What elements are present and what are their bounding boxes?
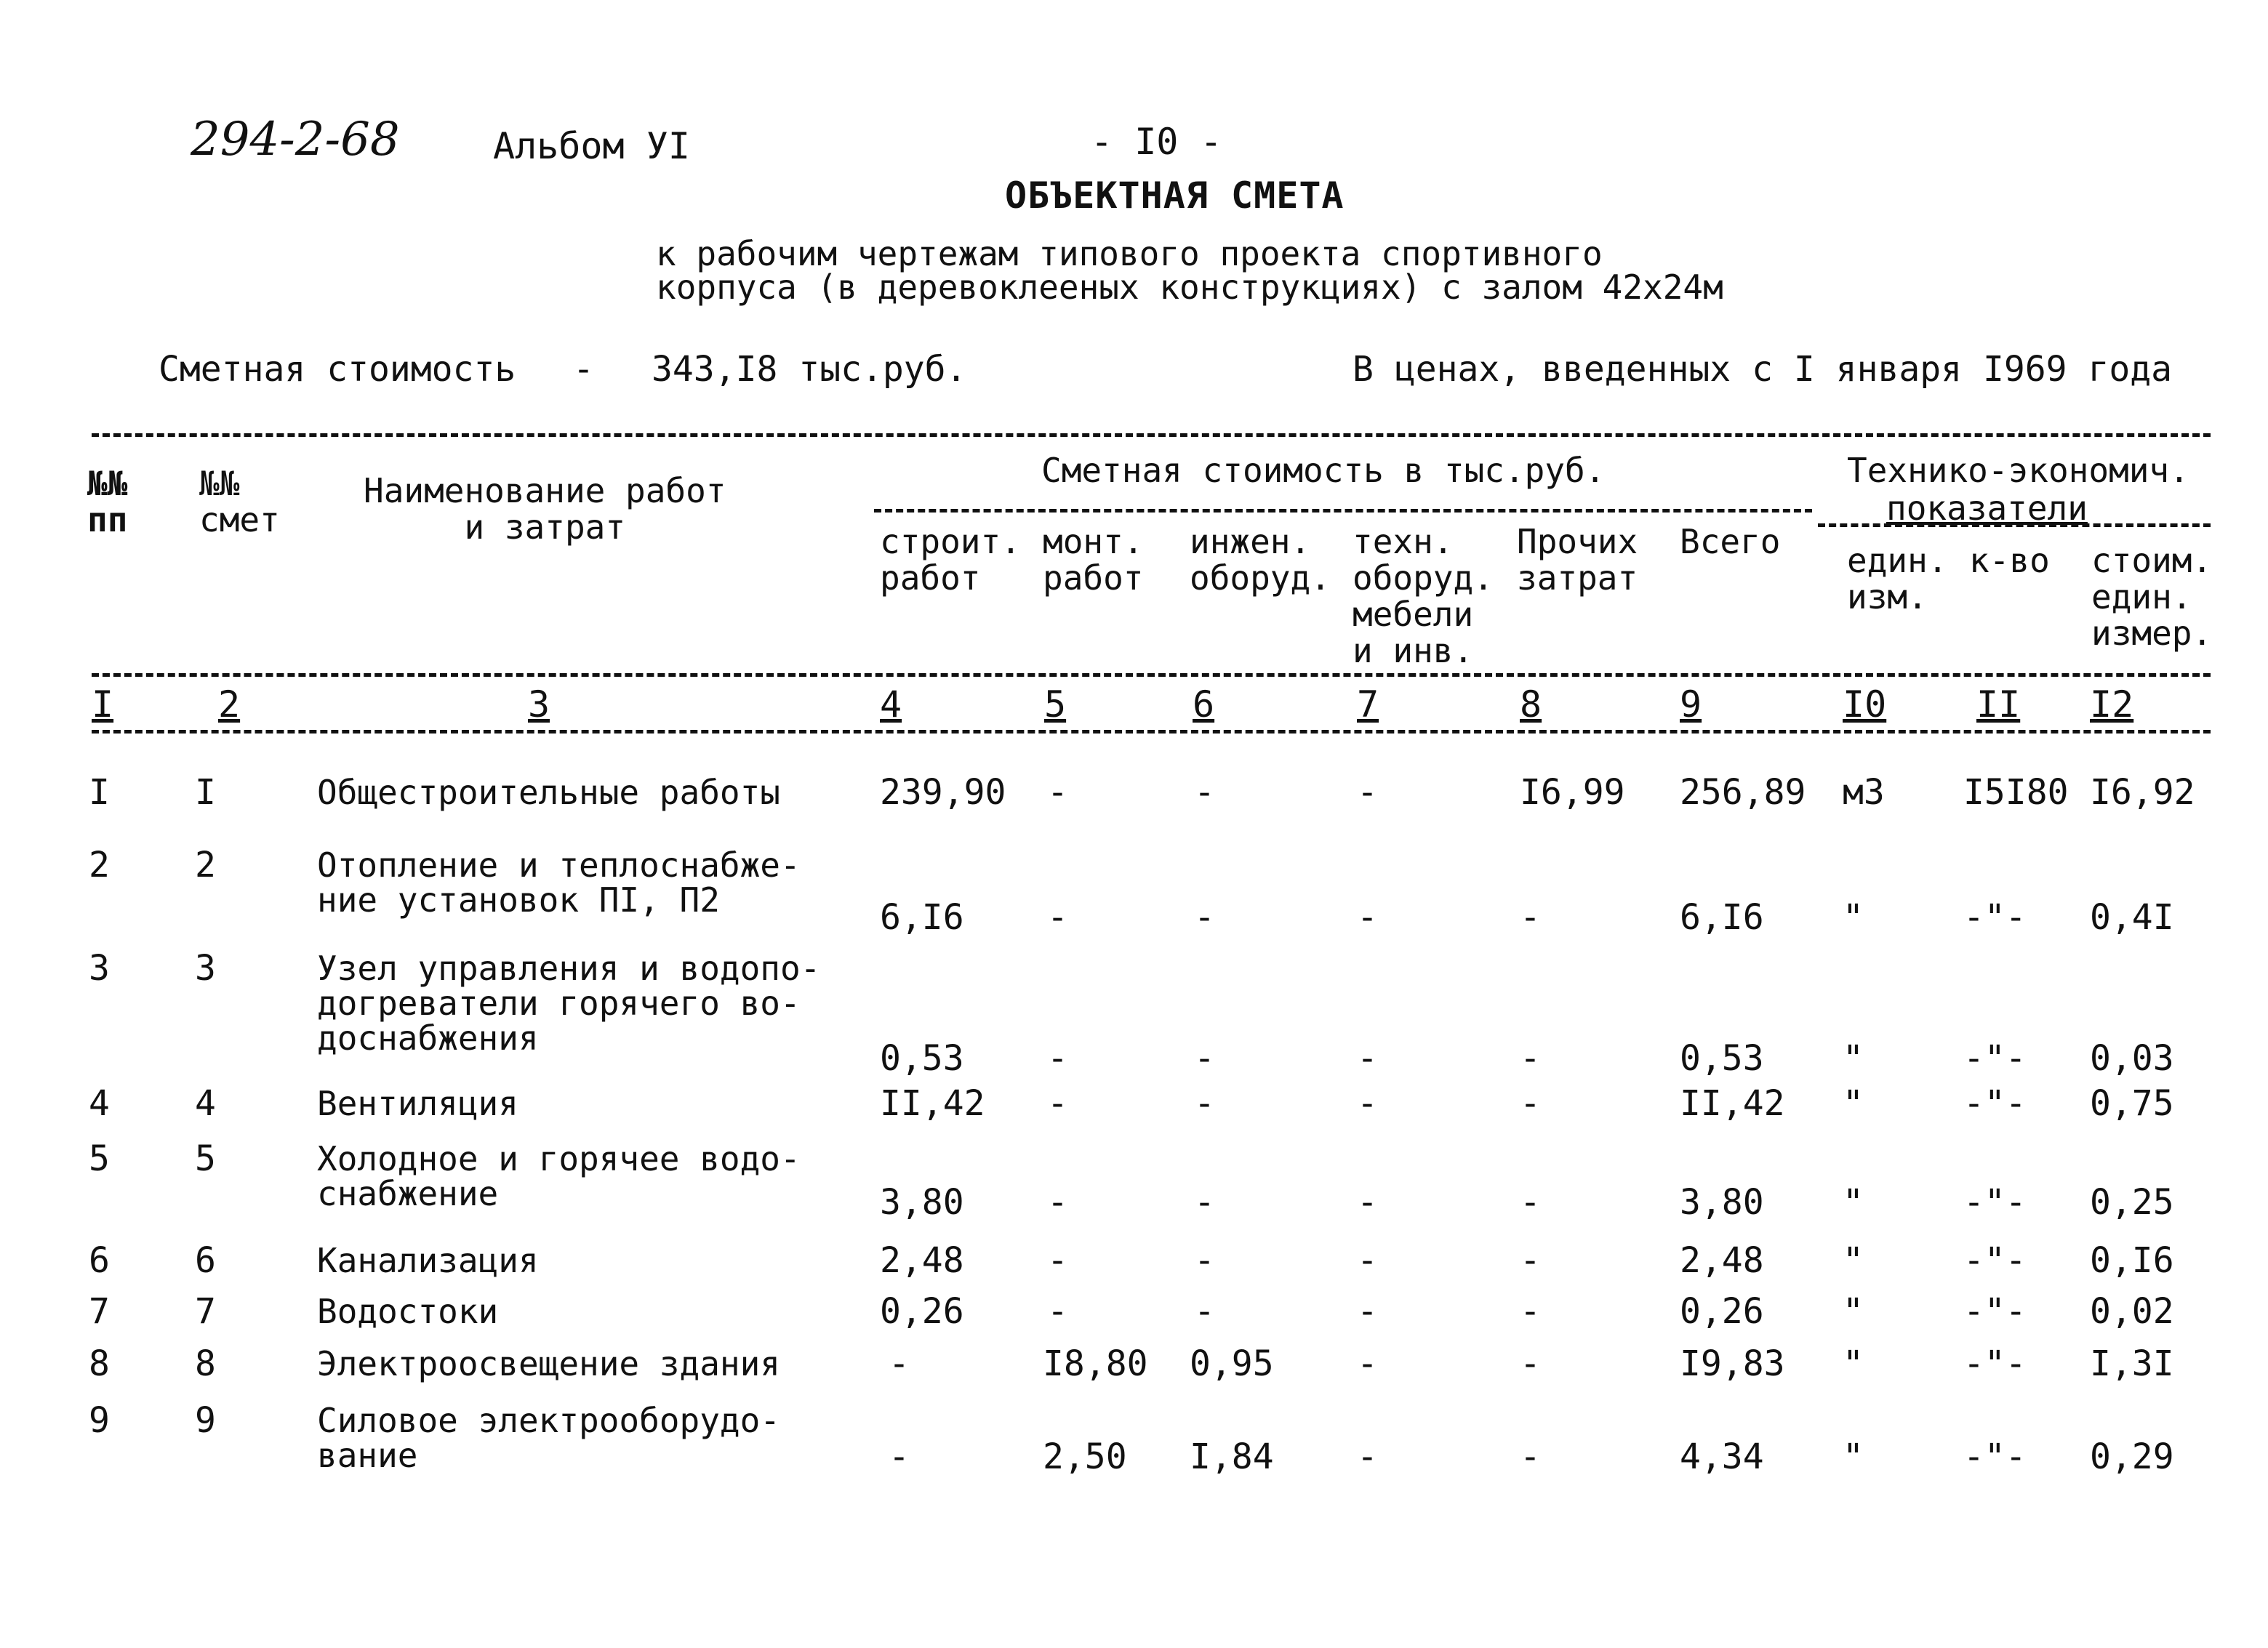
- row-c4: II,42: [880, 1083, 985, 1124]
- header-smet: №№ смет: [199, 464, 280, 539]
- row-c5: -: [1047, 1182, 1068, 1223]
- row-c7: -: [1357, 1182, 1378, 1223]
- row-c4: 0,53: [880, 1038, 964, 1079]
- row-smet: 9: [195, 1400, 216, 1441]
- row-c9: 6,I6: [1680, 897, 1764, 938]
- header-tech-group: Технико-экономич.: [1847, 451, 2189, 490]
- cost-value: 343,I8 тыс.руб.: [652, 349, 967, 390]
- header-engineering: инжен. оборуд.: [1190, 522, 1331, 598]
- row-c6: I,84: [1190, 1436, 1274, 1477]
- row-name: Канализация: [317, 1241, 539, 1280]
- row-c8: -: [1520, 1291, 1541, 1332]
- column-number: 3: [528, 683, 550, 725]
- row-c8: -: [1520, 1038, 1541, 1079]
- row-c12: 0,02: [2090, 1291, 2174, 1332]
- row-c6: -: [1194, 1291, 1215, 1332]
- column-number: 5: [1044, 683, 1067, 725]
- row-c7: -: [1357, 1291, 1378, 1332]
- row-smet: 6: [195, 1240, 216, 1281]
- row-c10: ": [1843, 1038, 1864, 1079]
- row-c5: -: [1047, 1291, 1068, 1332]
- column-number: I2: [2090, 683, 2134, 725]
- header-unit: един. изм.: [1847, 541, 1948, 616]
- row-c8: -: [1520, 1343, 1541, 1384]
- row-c6: -: [1194, 1182, 1215, 1223]
- table-top-rule: [92, 433, 2211, 437]
- header-unit-cost: стоим. един. измер.: [2091, 541, 2213, 653]
- row-name: Отопление и теплоснабже- ние установок ПI, П2: [317, 845, 801, 920]
- row-smet: 8: [195, 1343, 216, 1384]
- row-c10: ": [1843, 1291, 1864, 1332]
- row-c6: -: [1194, 1083, 1215, 1124]
- row-pp: 2: [89, 845, 110, 885]
- row-c9: 256,89: [1680, 772, 1806, 813]
- header-other: Прочих затрат: [1517, 522, 1638, 598]
- row-c10: ": [1843, 1182, 1864, 1223]
- row-c10: ": [1843, 1083, 1864, 1124]
- row-name: Узел управления и водопо- догреватели горячего во- доснабжения: [317, 949, 821, 1058]
- row-c8: -: [1520, 1182, 1541, 1223]
- row-pp: 6: [89, 1240, 110, 1281]
- row-c10: ": [1843, 1343, 1864, 1384]
- row-c11: -"-: [1963, 1038, 2027, 1079]
- row-c5: -: [1047, 1240, 1068, 1281]
- row-c5: -: [1047, 1083, 1068, 1124]
- row-c8: I6,99: [1520, 772, 1625, 813]
- row-c12: 0,4I: [2090, 897, 2174, 938]
- row-pp: 3: [89, 948, 110, 989]
- row-c9: 0,53: [1680, 1038, 1764, 1079]
- header-construction: строит. работ: [880, 522, 1021, 598]
- row-c12: 0,29: [2090, 1436, 2174, 1477]
- row-c12: 0,75: [2090, 1083, 2174, 1124]
- row-c6: 0,95: [1190, 1343, 1274, 1384]
- row-smet: 4: [195, 1083, 216, 1124]
- header-tech-group-2: показатели: [1886, 489, 2088, 528]
- row-c12: 0,I6: [2090, 1240, 2174, 1281]
- row-pp: 8: [89, 1343, 110, 1384]
- row-smet: 3: [195, 948, 216, 989]
- row-c12: I6,92: [2090, 772, 2195, 813]
- column-number: I0: [1843, 683, 1887, 725]
- row-c12: I,3I: [2090, 1343, 2174, 1384]
- page-title: ОБЪЕКТНАЯ СМЕТА: [1005, 174, 1345, 217]
- row-c9: 3,80: [1680, 1182, 1764, 1223]
- row-c5: 2,50: [1043, 1436, 1127, 1477]
- row-c6: -: [1194, 897, 1215, 938]
- row-c11: -"-: [1963, 1343, 2027, 1384]
- row-c5: -: [1047, 897, 1068, 938]
- row-name: Холодное и горячее водо- снабжение: [317, 1139, 801, 1213]
- row-c11: -"-: [1963, 1182, 2027, 1223]
- row-c4: 239,90: [880, 772, 1006, 813]
- row-c4: -: [889, 1343, 910, 1384]
- row-pp: 7: [89, 1291, 110, 1332]
- cost-group-rule: [874, 509, 1812, 513]
- row-c4: 3,80: [880, 1182, 964, 1223]
- column-number: II: [1976, 683, 2021, 725]
- subtitle-line-2: корпуса (в деревоклееных конструкциях) с залом 42х24м: [656, 268, 1723, 307]
- row-c8: -: [1520, 1436, 1541, 1477]
- row-c11: -"-: [1963, 1436, 2027, 1477]
- column-number: 2: [218, 683, 241, 725]
- row-c9: 4,34: [1680, 1436, 1764, 1477]
- row-smet: 2: [195, 845, 216, 885]
- row-c9: II,42: [1680, 1083, 1785, 1124]
- row-pp: I: [89, 772, 110, 813]
- row-c9: I9,83: [1680, 1343, 1785, 1384]
- row-c10: ": [1843, 1240, 1864, 1281]
- row-pp: 5: [89, 1138, 110, 1179]
- row-c7: -: [1357, 1240, 1378, 1281]
- row-c12: 0,25: [2090, 1182, 2174, 1223]
- row-c8: -: [1520, 1083, 1541, 1124]
- row-c7: -: [1357, 1343, 1378, 1384]
- page-number: - I0 -: [1091, 121, 1222, 163]
- row-c7: -: [1357, 897, 1378, 938]
- row-c4: 2,48: [880, 1240, 964, 1281]
- row-c5: -: [1047, 1038, 1068, 1079]
- row-name: Силовое электрооборудо- вание: [317, 1401, 780, 1475]
- row-c6: -: [1194, 1240, 1215, 1281]
- album-label: Альбом УI: [493, 125, 690, 167]
- row-smet: 7: [195, 1291, 216, 1332]
- column-number: 6: [1193, 683, 1215, 725]
- row-name: Вентиляция: [317, 1084, 518, 1123]
- column-number: 4: [880, 683, 902, 725]
- header-tech-equipment: техн. оборуд. мебели и инв.: [1353, 522, 1494, 670]
- row-c6: -: [1194, 772, 1215, 813]
- row-smet: I: [195, 772, 216, 813]
- document-code: 294-2-68: [191, 113, 400, 166]
- row-c5: I8,80: [1043, 1343, 1148, 1384]
- row-c7: -: [1357, 1038, 1378, 1079]
- row-c4: -: [889, 1436, 910, 1477]
- column-number: 8: [1520, 683, 1542, 725]
- header-quantity: к-во: [1969, 541, 2050, 580]
- row-c5: -: [1047, 772, 1068, 813]
- row-pp: 9: [89, 1400, 110, 1441]
- row-c10: ": [1843, 897, 1864, 938]
- row-c12: 0,03: [2090, 1038, 2174, 1079]
- row-c7: -: [1357, 1436, 1378, 1477]
- row-c10: ": [1843, 1436, 1864, 1477]
- row-c11: -"-: [1963, 1240, 2027, 1281]
- row-c11: I5I80: [1963, 772, 2069, 813]
- column-number: I: [92, 683, 114, 725]
- row-name: Электроосвещение здания: [317, 1344, 780, 1383]
- header-bottom-rule: [92, 673, 2211, 677]
- price-note: В ценах, введенных с I января I969 года: [1353, 349, 2173, 390]
- column-number: 9: [1680, 683, 1702, 725]
- row-c9: 2,48: [1680, 1240, 1764, 1281]
- row-c9: 0,26: [1680, 1291, 1764, 1332]
- row-c11: -"-: [1963, 897, 2027, 938]
- row-name: Водостоки: [317, 1292, 499, 1331]
- subtitle-line-1: к рабочим чертежам типового проекта спортивного: [656, 234, 1603, 273]
- column-number: 7: [1357, 683, 1379, 725]
- header-pp: №№ пп: [87, 464, 128, 539]
- header-total: Всего: [1680, 522, 1781, 561]
- row-pp: 4: [89, 1083, 110, 1124]
- row-c7: -: [1357, 772, 1378, 813]
- row-c8: -: [1520, 897, 1541, 938]
- row-c4: 6,I6: [880, 897, 964, 938]
- row-c10: м3: [1843, 772, 1885, 813]
- header-installation: монт. работ: [1043, 522, 1144, 598]
- row-smet: 5: [195, 1138, 216, 1179]
- cost-label: Сметная стоимость: [159, 349, 516, 390]
- row-name: Общестроительные работы: [317, 773, 780, 812]
- row-c6: -: [1194, 1038, 1215, 1079]
- row-c8: -: [1520, 1240, 1541, 1281]
- header-cost-group: Сметная стоимость в тыс.руб.: [1041, 451, 1606, 490]
- row-c4: 0,26: [880, 1291, 964, 1332]
- cost-dash: -: [573, 349, 594, 390]
- row-c7: -: [1357, 1083, 1378, 1124]
- row-c11: -"-: [1963, 1083, 2027, 1124]
- row-c11: -"-: [1963, 1291, 2027, 1332]
- header-name: Наименование работ и затрат: [364, 471, 726, 547]
- column-number-rule: [92, 730, 2211, 733]
